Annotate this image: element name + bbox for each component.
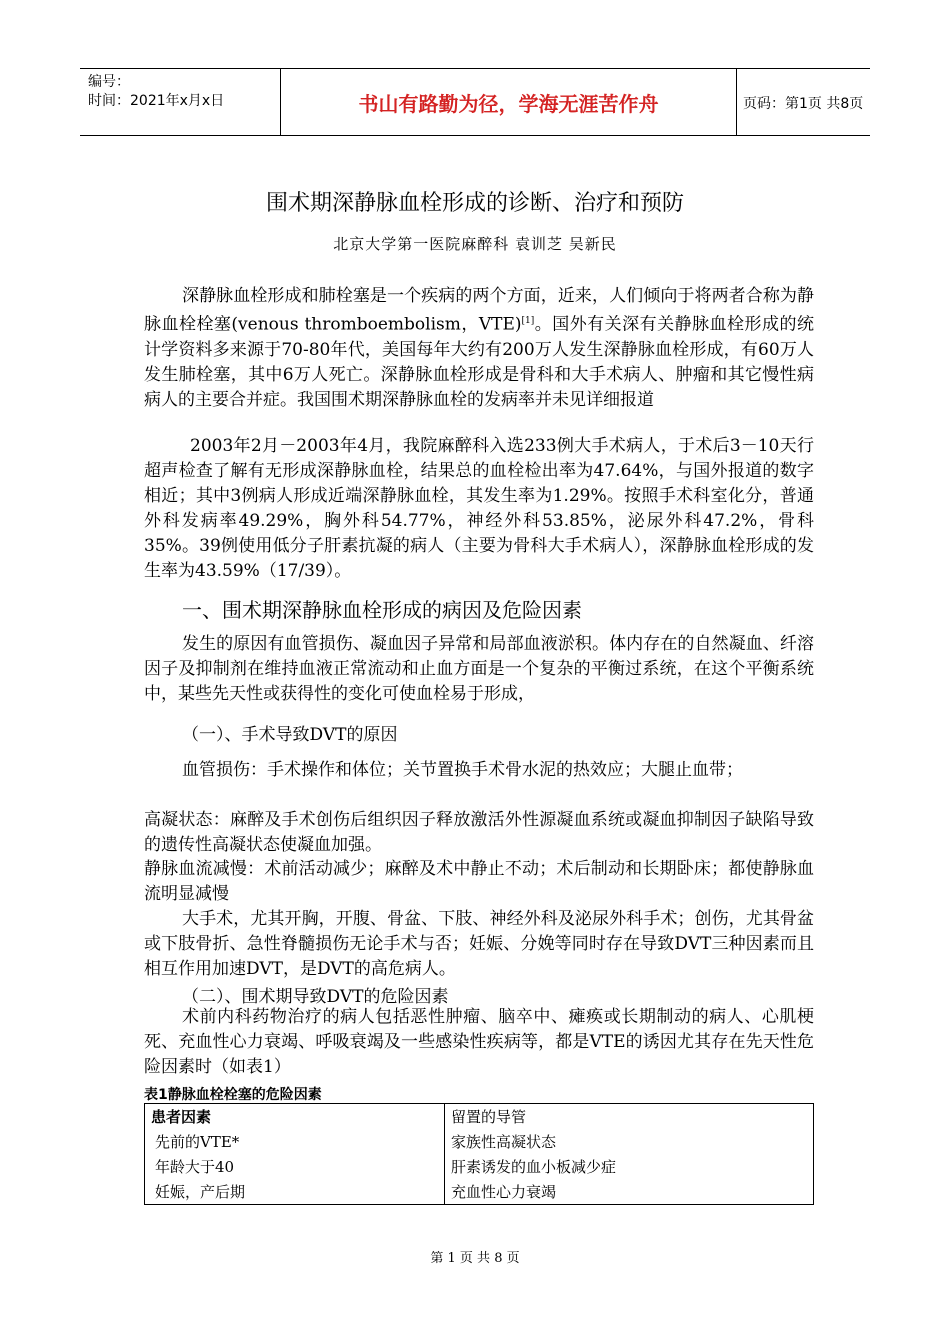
risk-factor-table <box>144 1103 814 1205</box>
paragraph-1-part-b: 。国外有关深有关静脉血栓形成的统计学资料多来源于70-80年代，美国每年大约有200万人发生深静脉血栓形成，有60万人发生肺栓塞，其中6万人死亡。深静脉血栓形成是骨科和大手术病人、肿瘤和其它慢性病病人的主要合并症。我国围术期深静脉血栓的发病率并未见详细报道 <box>144 314 814 410</box>
table-row <box>145 1154 814 1179</box>
header-page-info: 页码：第1页 共8页 <box>743 96 864 112</box>
paragraph-6: 静脉血流减慢：术前活动减少；麻醉及术中静止不动；术后制动和长期卧床；都使静脉血流明显减慢 <box>144 859 814 904</box>
table-cell: 肝素诱发的血小板减少症 <box>445 1154 814 1179</box>
paragraph-3: 发生的原因有血管损伤、凝血因子异常和局部血液淤积。体内存在的自然凝血、纤溶因子及抑制剂在维持血液正常流动和止血方面是一个复杂的平衡过系统，在这个平衡系统中，某些先天性或获得性的变化可使血栓易于形成， <box>144 634 814 704</box>
table-cell: 患者因素 <box>145 1104 445 1130</box>
table-cell: 先前的VTE* <box>145 1129 445 1154</box>
paragraph-2: 2003年2月－2003年4月，我院麻醉科入选233例大手术病人，于术后3－10天行超声检查了解有无形成深静脉血栓，结果总的血栓检出率为47.64%，与国外报道的数字相近；其中3例病人形成近端深静脉血栓，其发生率为1.29%。按照手术科室化分，普通外科发病率49.29%，胸外科54.77%，神经外科53.85%，泌尿外科47.2%，骨科35%。39例使用低分子肝素抗凝的病人（主要为骨科大手术病人），深静脉血栓形成的发生率为43.59%（17/39）。 <box>144 436 814 581</box>
citation-ref: [1] <box>521 316 535 326</box>
section-heading-1: 一、围术期深静脉血栓形成的病因及危险因素 <box>182 598 582 622</box>
page-footer: 第 1 页 共 8 页 <box>430 1251 520 1266</box>
document-title: 围术期深静脉血栓形成的诊断、治疗和预防 <box>265 191 684 216</box>
paragraph-5: 高凝状态：麻醉及手术创伤后组织因子释放激活外性源凝血系统或凝血抑制因子缺陷导致的遗传性高凝状态使凝血加强。 <box>144 810 814 855</box>
subsection-heading-2: （二）、围术期导致DVT的危险因素 <box>182 987 449 1007</box>
paragraph-4: 血管损伤：手术操作和体位；关节置换手术骨水泥的热效应；大腿止血带； <box>182 760 743 780</box>
page-header <box>80 68 870 136</box>
table-row <box>145 1104 814 1130</box>
header-meta <box>88 73 224 111</box>
table-row <box>145 1129 814 1154</box>
table-caption: 表1静脉血栓栓塞的危险因素 <box>144 1087 322 1103</box>
paragraph-7: 大手术，尤其开胸，开腹、骨盆、下肢、神经外科及泌尿外科手术；创伤，尤其骨盆或下肢骨折、急性脊髓损伤无论手术与否；妊娠、分娩等同时存在导致DVT三种因素而且相互作用加速DVT，是DVT的高危病人。 <box>144 909 814 979</box>
subsection-heading-1: （一）、手术导致DVT的原因 <box>182 725 398 745</box>
table-row <box>145 1179 814 1205</box>
header-slogan: 书山有路勤为径，学海无涯苦作舟 <box>280 69 737 135</box>
paragraph-8: 术前内科药物治疗的病人包括恶性肿瘤、脑卒中、瘫痪或长期制动的病人、心肌梗死、充血性心力衰竭、呼吸衰竭及一些感染性疾病等，都是VTE的诱因尤其存在先天性危险因素时（如表1） <box>144 1007 814 1077</box>
paragraph-1 <box>144 284 814 413</box>
doc-time-label: 时间：2021年x月x日 <box>88 93 225 109</box>
paragraph-1-part-a: 深静脉血栓形成和肺栓塞是一个疾病的两个方面，近来，人们倾向于将两者合称为静脉血栓栓塞(venous thromboembolism，VTE) <box>144 286 814 335</box>
table-cell: 妊娠，产后期 <box>145 1179 445 1205</box>
doc-number-label: 编号： <box>88 74 130 90</box>
document-author: 北京大学第一医院麻醉科 袁训芝 吴新民 <box>333 235 617 253</box>
table-cell: 年龄大于40 <box>145 1154 445 1179</box>
table-cell: 留置的导管 <box>445 1104 814 1130</box>
table-cell: 充血性心力衰竭 <box>445 1179 814 1205</box>
table-cell: 家族性高凝状态 <box>445 1129 814 1154</box>
